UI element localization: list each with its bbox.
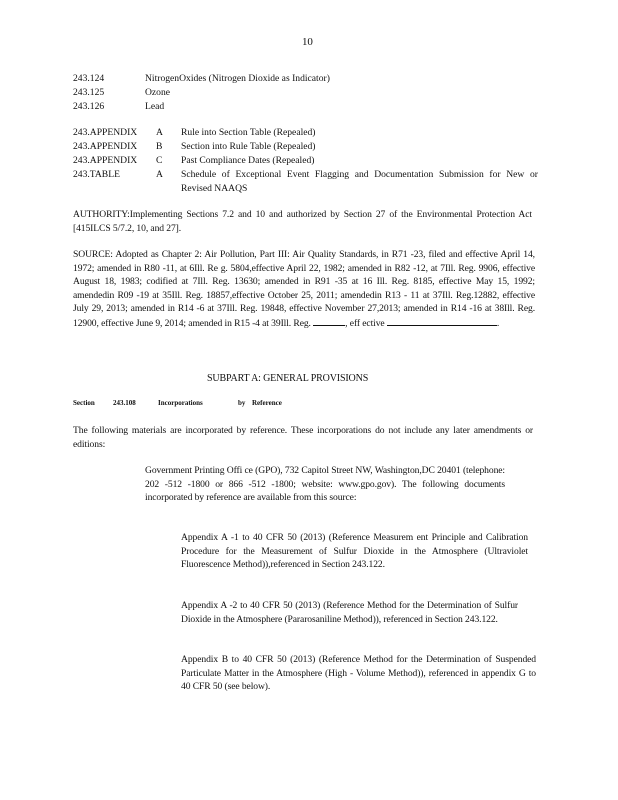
section-heading-word: Section — [73, 399, 95, 407]
source-body: SOURCE: Adopted as Chapter 2: Air Pollution, Part III: Air Quality Standards, in R71 -23, filed and effective April 14, 1972; amended in R80 -11, at 6Ill. Re g. 5804,effective April 22, 1982; amended in R82 -12, at 7Ill. Reg. 9906, effective August 18, 1983; codified at 7Ill. Reg. 13630; amended in R91 -35 at 16 Ill. Reg. 8185, effective May 15, 1992; amendedin R09 -19 at 35Ill. Reg. 18857,effective October 25, 2011; amendedin R13 - 11 at 37Ill. Reg.12882, effective July 29, 2013; amended in R14 -6 at 37Ill. Reg. 19848, effective November 27,2013; amended in R14 -16 at 38Ill. Reg. 12900, effective June 9, 2014; amended in R15 -4 at 39Ill. Reg. — [73, 249, 535, 329]
section-title: Ozone — [145, 87, 171, 98]
section-heading-title: Incorporations — [158, 399, 203, 407]
gpo-paragraph — [145, 464, 505, 505]
reference-item — [181, 599, 518, 626]
intro-paragraph — [73, 424, 533, 451]
source-text — [73, 248, 535, 330]
authority-paragraph — [73, 208, 532, 235]
page-number: 10 — [302, 36, 313, 48]
subpart-heading: SUBPART A: GENERAL PROVISIONS — [207, 373, 369, 384]
section-heading-by: by — [238, 399, 246, 407]
appendix-letter: B — [156, 141, 163, 152]
section-number: 243.124 — [73, 73, 105, 84]
section-title: NitrogenOxides (Nitrogen Dioxide as Indicator) — [145, 73, 330, 84]
blank-line — [313, 316, 345, 326]
reference-text: Appendix A -1 to 40 CFR 50 (2013) (Reference Measurem ent Principle and Calibration Procedure for the Measurement of Sulfur Dioxide in the Atmosphere (Ultraviolet Fluorescence Method)),referenced in Section 243.122. — [181, 532, 528, 570]
section-heading-number: 243.108 — [113, 399, 136, 407]
section-number: 243.125 — [73, 87, 105, 98]
appendix-title: Section into Rule Table (Repealed) — [181, 141, 316, 152]
reference-item — [181, 531, 528, 572]
source-end: . — [496, 317, 500, 329]
source-comma: , — [345, 317, 348, 329]
section-number: 243.126 — [73, 101, 105, 112]
appendix-letter: A — [156, 169, 163, 180]
appendix-title: Schedule of Exceptional Event Flagging and Documentation Submission for New or Revised NAAQS — [181, 169, 538, 194]
blank-line — [387, 316, 497, 326]
appendix-letter: C — [156, 155, 163, 166]
appendix-title: Rule into Section Table (Repealed) — [181, 127, 316, 138]
appendix-number: 243.APPENDIX — [73, 141, 138, 152]
section-heading-reference: Reference — [252, 399, 282, 407]
section-title: Lead — [145, 101, 165, 112]
source-paragraph — [73, 248, 535, 330]
appendix-number: 243.APPENDIX — [73, 127, 138, 138]
appendix-title: Past Compliance Dates (Repealed) — [181, 155, 315, 166]
appendix-number: 243.APPENDIX — [73, 155, 138, 166]
appendix-number: 243.TABLE — [73, 169, 120, 180]
source-effective-label: eff ective — [349, 317, 385, 329]
reference-item — [181, 653, 536, 694]
gpo-text: Government Printing Offi ce (GPO), 732 Capitol Street NW, Washington,DC 20401 (telephone: 202 -512 -1800 or 866 -512 -1800; website: www.gpo.gov). The following documents incorporated by reference are available from this source: — [145, 465, 505, 503]
intro-text: The following materials are incorporated by reference. These incorporations do not include any later amendments or editions: — [73, 425, 533, 450]
reference-text: Appendix B to 40 CFR 50 (2013) (Reference Method for the Determination of Suspended Particulate Matter in the Atmosphere (High - Volume Method)), referenced in appendix G to 40 CFR 50 (see below). — [181, 654, 536, 692]
reference-text: Appendix A -2 to 40 CFR 50 (2013) (Reference Method for the Determination of Sulfur Dioxide in the Atmosphere (Pararosaniline Method)), referenced in Section 243.122. — [181, 600, 518, 625]
appendix-letter: A — [156, 127, 163, 138]
authority-text: AUTHORITY:Implementing Sections 7.2 and 10 and authorized by Section 27 of the Environmental Protection Act [415ILCS 5/7.2, 10, and 27]. — [73, 209, 532, 234]
